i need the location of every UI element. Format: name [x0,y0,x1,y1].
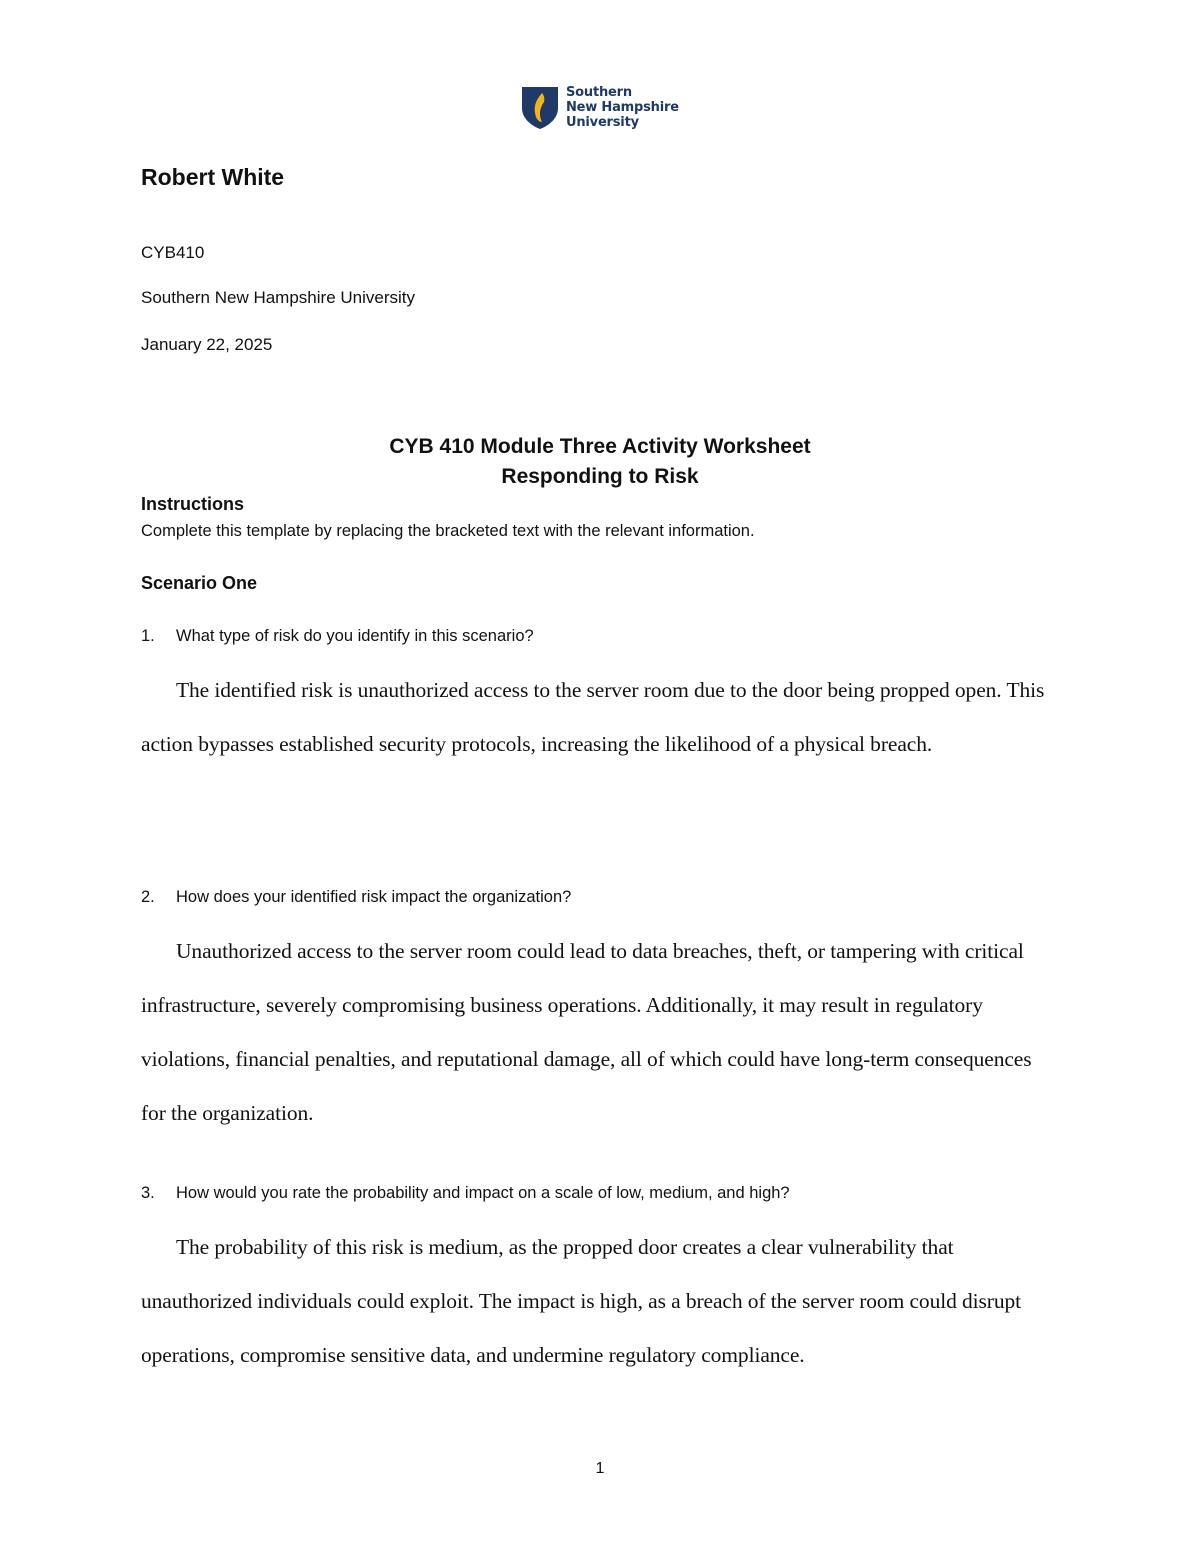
institution-name: Southern New Hampshire University [141,288,415,307]
shield-flame-icon [520,84,560,130]
scenario-heading: Scenario One [141,573,258,593]
question-item [141,888,571,907]
logo-wordmark [566,85,679,130]
logo-line-3: University [566,114,639,130]
author-name: Robert White [141,164,285,190]
instructions-heading: Instructions [141,494,245,514]
answer-text: The probability of this risk is medium, as the propped door creates a clear vulnerability that unauthorized individuals could exploit. The impact is high, as a breach of the server room could disrupt operations, compromise sensitive data, and undermine regulatory compliance. [141,1235,1022,1367]
question-text: What type of risk do you identify in this scenario? [176,627,534,645]
question-number: 3. [141,1184,155,1202]
answer-text: Unauthorized access to the server room could lead to data breaches, theft, or tampering with critical infrastructure, severely compromising business operations. Additionally, it may result in regulatory violations, financial penalties, and reputational damage, all of which could have long-term consequences for the organization. [141,939,1032,1125]
page-number: 1 [595,1460,605,1477]
question-item [141,627,534,646]
answer-text: The identified risk is unauthorized access to the server room due to the door being propped open. This action bypasses established security protocols, increasing the likelihood of a physical breach. [141,678,1045,756]
question-text: How would you rate the probability and impact on a scale of low, medium, and high? [176,1184,790,1202]
question-number: 2. [141,888,155,906]
question-text: How does your identified risk impact the organization? [176,888,572,906]
question-number: 1. [141,627,155,645]
logo-line-2: New Hampshire [566,99,679,115]
question-item [141,1184,790,1203]
course-code: CYB410 [141,243,205,262]
instructions-text: Complete this template by replacing the bracketed text with the relevant information. [141,522,755,540]
university-logo [520,84,679,130]
logo-line-1: Southern [566,84,632,100]
submission-date: January 22, 2025 [141,335,273,354]
document-subtitle: Responding to Risk [501,465,699,488]
document-title: CYB 410 Module Three Activity Worksheet [389,435,811,458]
